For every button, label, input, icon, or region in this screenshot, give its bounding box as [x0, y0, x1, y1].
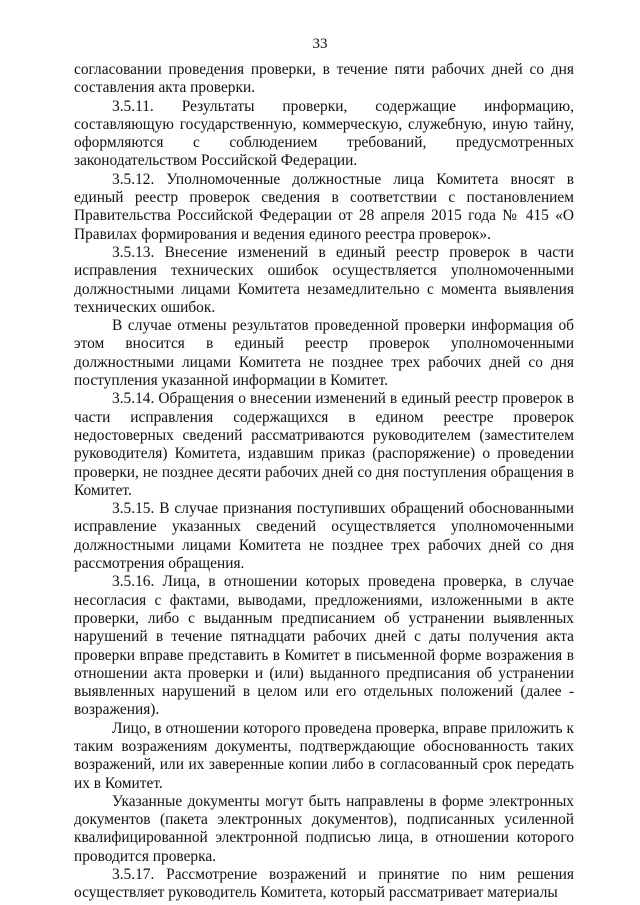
paragraph-3-5-13: 3.5.13. Внесение изменений в единый реестр проверок в части исправления технических ошибок осуществляется уполномоченными должностными лицами Комитета незамедлительно с момента выявления технических ошибок.: [74, 243, 574, 316]
page-number: 33: [312, 36, 328, 52]
paragraph-3-5-17: 3.5.17. Рассмотрение возражений и принятие по ним решения осуществляет руководитель Комитета, который рассматривает материалы: [74, 866, 574, 902]
paragraph-3-5-16: 3.5.16. Лица, в отношении которых проведена проверка, в случае несогласия с фактами, выводами, предложениями, изложенными в акте проверки, либо с выданным предписанием об устранении выявленных нарушений в течение пятнадцати рабочих дней с даты получения акта проверки вправе представить в Комитет в письменной форме возражения в отношении акта проверки и (или) выданного предписания об устранении выявленных нарушений в целом или его отдельных положений (далее - возражения).: [74, 573, 574, 719]
paragraph-3-5-14: 3.5.14. Обращения о внесении изменений в единый реестр проверок в части исправления содержащихся в едином реестре проверок недостоверных сведений рассматриваются руководителем (заместителем руководителя) Комитета, издавшим приказ (распоряжение) о проведении проверки, не позднее десяти рабочих дней со дня поступления обращения в Комитет.: [74, 390, 574, 499]
paragraph-3-5-15: 3.5.15. В случае признания поступивших обращений обоснованными исправление указанных сведений осуществляется уполномоченными должностными лицами Комитета не позднее трех рабочих дней со дня рассмотрения обращения.: [74, 500, 574, 573]
paragraph-electronic-documents: Указанные документы могут быть направлены в форме электронных документов (пакета электронных документов), подписанных усиленной квалифицированной электронной подписью лица, в отношении которого проводится проверка.: [74, 792, 574, 865]
document-body: [74, 61, 574, 903]
paragraph-attachments: Лицо, в отношении которого проведена проверка, вправе приложить к таким возражениям документы, подтверждающие обоснованность таких возражений, или их заверенные копии либо в согласованный срок передать их в Комитет.: [74, 719, 574, 792]
paragraph-3-5-11: 3.5.11. Результаты проверки, содержащие информацию, составляющую государственную, коммерческую, служебную, иную тайну, оформляются с соблюдением требований, предусмотренных законодательством Российской Федерации.: [74, 97, 574, 170]
paragraph-continuation: согласовании проведения проверки, в течение пяти рабочих дней со дня составления акта проверки.: [74, 61, 574, 97]
paragraph-cancellation: В случае отмены результатов проведенной проверки информация об этом вносится в единый реестр проверок уполномоченными должностными лицами Комитета не позднее трех рабочих дней со дня поступления указанной информации в Комитет.: [74, 317, 574, 390]
paragraph-3-5-12: 3.5.12. Уполномоченные должностные лица Комитета вносят в единый реестр проверок сведения в соответствии с постановлением Правительства Российской Федерации от 28 апреля 2015 года № 415 «О Правилах формирования и ведения единого реестра проверок».: [74, 170, 574, 243]
